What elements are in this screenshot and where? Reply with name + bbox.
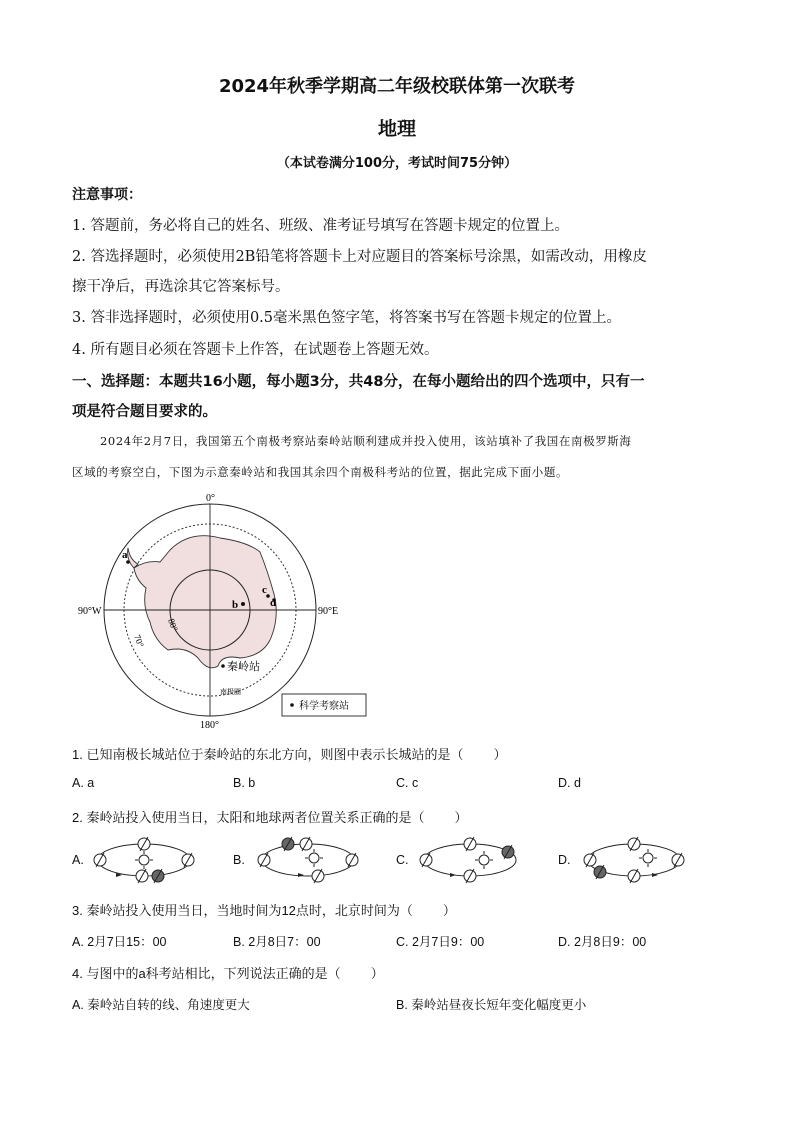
station-a-label: a [122, 549, 128, 561]
question-3-option-d[interactable]: D. 2月8日9：00 [558, 935, 647, 949]
exam-info: （本试卷满分100分，考试时间75分钟） [276, 156, 518, 171]
question-2-option-c-label[interactable]: C. [396, 853, 409, 867]
sun-icon [309, 853, 319, 863]
station-d-label: d [270, 597, 277, 609]
antarctic-circle-label: 南极圈 [220, 688, 241, 696]
orbit-diagram-b[interactable] [252, 830, 364, 890]
map-label-90e: 90°E [318, 606, 339, 617]
station-qinling-label: 秦岭站 [227, 661, 260, 673]
station-b-label: b [232, 599, 239, 611]
question-3-option-a[interactable]: A. 2月7日15：00 [72, 935, 167, 949]
map-label-180: 180° [200, 720, 219, 731]
question-2-option-a-label[interactable]: A. [72, 853, 84, 867]
sun-icon [139, 855, 149, 865]
map-label-80: 80° [166, 617, 180, 633]
notice-item-3: 3. 答非选择题时，必须使用0.5毫米黑色签字笔，将答案书写在答题卡规定的位置上。 [72, 310, 622, 326]
question-2-option-b-label[interactable]: B. [233, 853, 245, 867]
paper-title: 2024年秋季学期高二年级校联体第一次联考 [218, 76, 576, 97]
antarctica-map [78, 490, 380, 735]
legend-dot [290, 703, 294, 707]
map-legend-label: 科学考察站 [299, 701, 349, 712]
sun-icon [479, 855, 489, 865]
antarctica-continent [134, 536, 276, 668]
intro-line-1: 2024年2月7日，我国第五个南极考察站秦岭站顺利建成并投入使用，该站填补了我国在南极罗斯海 [100, 434, 632, 448]
question-3-option-c[interactable]: C. 2月7日9：00 [396, 935, 485, 949]
map-label-0: 0° [206, 493, 215, 504]
section-heading-line-1: 一、选择题：本题共16小题，每小题3分，共48分，在每小题给出的四个选项中，只有一 [72, 374, 645, 390]
station-qinling-dot [221, 664, 225, 668]
map-label-70: 70° [132, 633, 146, 649]
question-3-option-b[interactable]: B. 2月8日7：00 [233, 935, 321, 949]
orbit-diagram-c[interactable] [414, 830, 526, 890]
section-heading-line-2: 项是符合题目要求的。 [72, 404, 217, 420]
notice-heading: 注意事项： [72, 187, 142, 203]
orbit-diagram-d[interactable] [578, 830, 690, 890]
orbit-diagram-a[interactable] [88, 830, 200, 890]
subject-title: 地理 [377, 118, 416, 140]
notice-item-2-line-1: 2. 答选择题时，必须使用2B铅笔将答题卡上对应题目的答案标号涂黑，如需改动，用橡皮 [72, 249, 647, 265]
question-1-option-b[interactable]: B. b [233, 776, 256, 790]
question-4-option-b[interactable]: B. 秦岭站昼夜长短年变化幅度更小 [396, 998, 587, 1012]
question-2-option-d-label[interactable]: D. [558, 853, 571, 867]
question-1-option-d[interactable]: D. d [558, 776, 581, 790]
station-c-label: c [262, 584, 267, 596]
question-2-stem: 2. 秦岭站投入使用当日，太阳和地球两者位置关系正确的是（ ） [72, 810, 468, 825]
question-4-stem: 4. 与图中的a科考站相比，下列说法正确的是（ ） [72, 966, 384, 981]
question-3-stem: 3. 秦岭站投入使用当日，当地时间为12点时，北京时间为（ ） [72, 903, 456, 918]
intro-line-2: 区域的考察空白，下图为示意秦岭站和我国其余四个南极科考站的位置，据此完成下面小题。 [72, 465, 569, 479]
question-1-option-a[interactable]: A. a [72, 776, 95, 790]
map-label-90w: 90°W [78, 606, 102, 617]
question-1-stem: 1. 已知南极长城站位于秦岭站的东北方向，则图中表示长城站的是（ ） [72, 747, 507, 762]
station-b-dot [241, 602, 245, 606]
notice-item-2-line-2: 擦干净后，再选涂其它答案标号。 [72, 279, 290, 295]
sun-icon [643, 853, 653, 863]
notice-item-1: 1. 答题前，务必将自己的姓名、班级、准考证号填写在答题卡规定的位置上。 [72, 218, 569, 234]
notice-item-4: 4. 所有题目必须在答题卡上作答，在试题卷上答题无效。 [72, 342, 439, 358]
question-4-option-a[interactable]: A. 秦岭站自转的线、角速度更大 [72, 998, 250, 1012]
question-1-option-c[interactable]: C. c [396, 776, 419, 790]
antarctic-peninsula [128, 548, 138, 568]
